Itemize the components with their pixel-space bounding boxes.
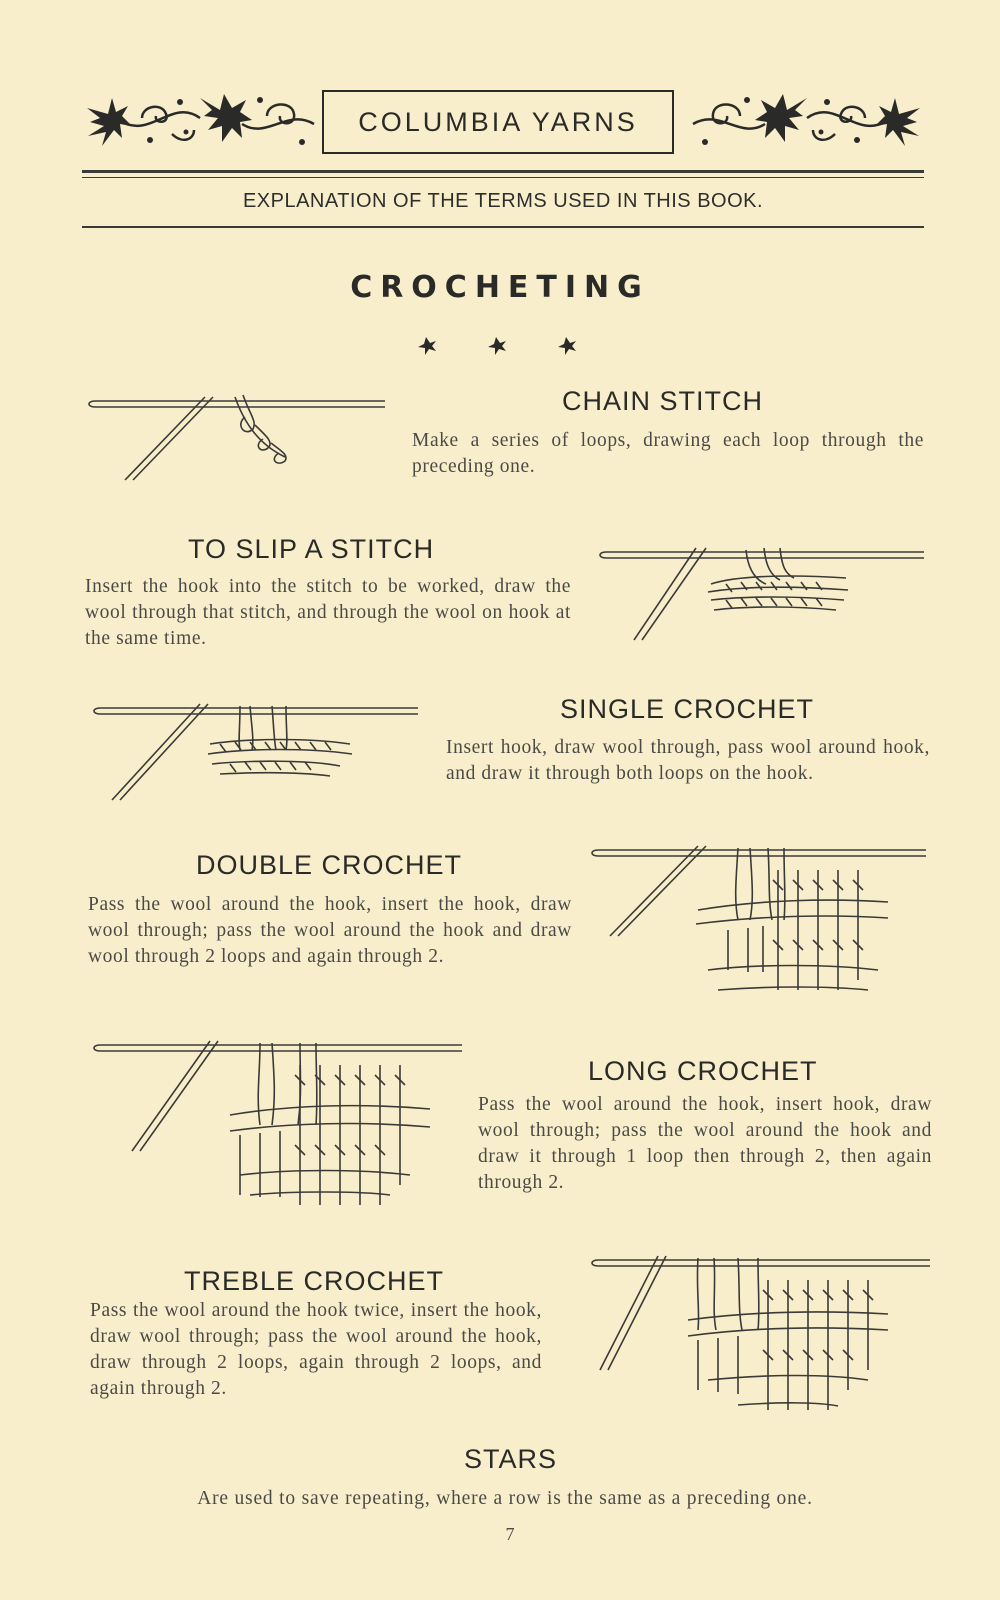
vine-ornament-left — [82, 88, 317, 161]
treble-crochet-heading: TREBLE CROCHET — [184, 1266, 445, 1296]
long-crochet-heading: LONG CROCHET — [588, 1056, 818, 1086]
slip-stitch-text: Insert the hook into the stitch to be worked, draw the wool through that stitch, and through the wool on hook at the same time. — [85, 576, 571, 649]
single-crochet-heading: SINGLE CROCHET — [560, 694, 815, 724]
treble-crochet-illustration — [588, 1250, 933, 1420]
header-rule-thin — [82, 177, 924, 178]
vine-ornament-right — [680, 88, 925, 161]
single-crochet-illustration — [90, 700, 420, 810]
double-crochet-illustration — [588, 840, 928, 1005]
double-crochet-text: Pass the wool around the hook, insert the hook, draw wool through; pass the wool around the hook and draw wool through 2 loops and again through 2. — [88, 894, 572, 967]
chain-stitch-illustration — [85, 385, 390, 490]
page-subtitle: EXPLANATION OF THE TERMS USED IN THIS BOOK. — [242, 190, 764, 212]
book-title: COLUMBIA YARNS — [322, 90, 674, 154]
treble-crochet-text: Pass the wool around the hook twice, insert the hook, draw wool through; pass the wool around the hook, draw through 2 loops, again through 2 loops, and again through 2. — [90, 1300, 542, 1399]
stars-text: Are used to save repeating, where a row is the same as a preceding one. — [197, 1488, 813, 1509]
long-crochet-illustration — [90, 1035, 465, 1215]
double-crochet-heading: DOUBLE CROCHET — [196, 850, 463, 880]
long-crochet-text: Pass the wool around the hook, insert hook, draw wool through; pass the wool around the hook and draw it through 1 loop then through 2, then again through 2. — [478, 1094, 932, 1193]
chain-stitch-text: Make a series of loops, drawing each loop through the preceding one. — [412, 430, 924, 477]
fleuron-ornaments — [400, 333, 600, 357]
header-rule-thick — [82, 170, 924, 173]
page-number: 7 — [505, 1524, 515, 1544]
stars-heading: STARS — [464, 1444, 558, 1474]
subtitle-rule — [82, 226, 924, 228]
section-title: CROCHETING — [350, 270, 650, 305]
chain-stitch-heading: CHAIN STITCH — [562, 386, 763, 416]
single-crochet-text: Insert hook, draw wool through, pass wool around hook, and draw it through both loops on the hook. — [446, 737, 930, 784]
slip-stitch-heading: TO SLIP A STITCH — [188, 534, 435, 564]
slip-stitch-illustration — [596, 540, 926, 650]
